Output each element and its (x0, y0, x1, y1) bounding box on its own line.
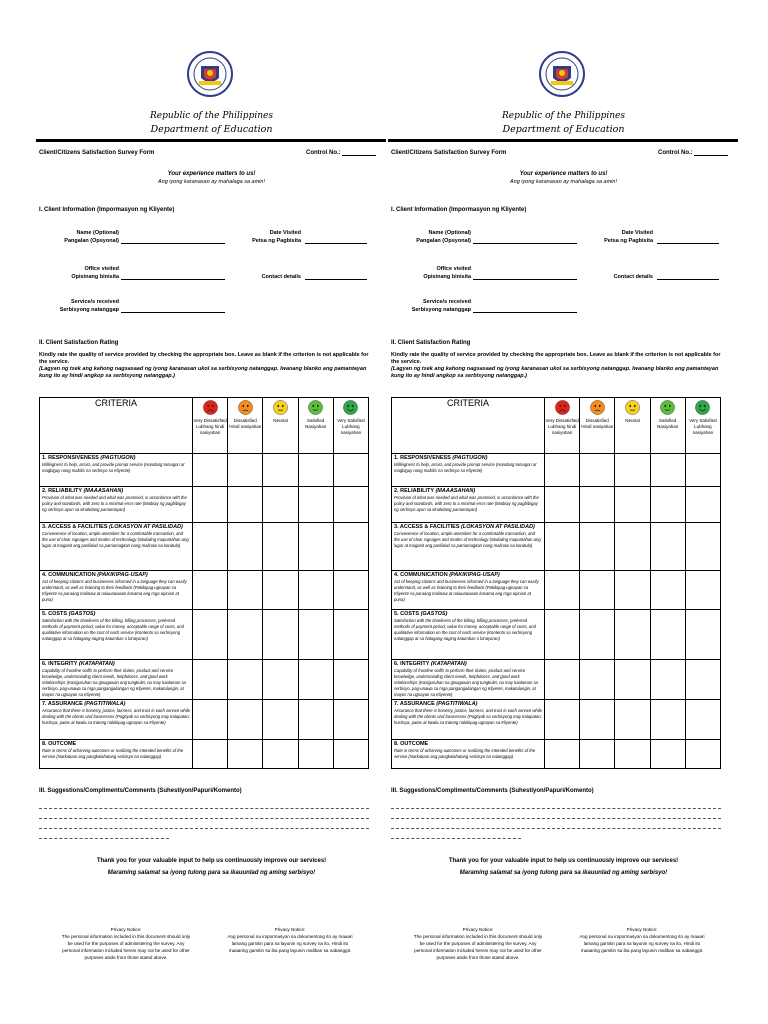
rating-checkbox-dissatisfied[interactable] (580, 487, 615, 523)
criterion-cell (392, 740, 545, 769)
rating-checkbox-very-satisfied[interactable] (685, 571, 720, 610)
rating-checkbox-satisfied[interactable] (298, 740, 333, 769)
rating-checkbox-satisfied[interactable] (650, 523, 685, 571)
contact-label: Contact details (261, 274, 301, 280)
criteria-row (392, 700, 721, 740)
criterion-cell (40, 700, 193, 740)
criterion-description: Convenience of location, ample amenities for a comfortable transaction, and the use of clear signages and modes of technology (Madaling mapuntahan ang lugar at maganit ang pasilidad sa pamamagitan nang malinaw na karatula) (394, 531, 541, 548)
criteria-row (392, 487, 721, 523)
date-label: Date Visited Petsa ng Pagbisita (604, 230, 653, 244)
rating-checkbox-very-satisfied[interactable] (333, 487, 368, 523)
date-label: Date Visited Petsa ng Pagbisita (252, 230, 301, 244)
criterion-title: 1. RESPONSIVENESS (PAGTUGON) (42, 455, 136, 461)
criterion-description: Provision of what was needed and what was promised, in accordance with the policy and standards, with zero to a minimal error rate (Maibiay ng pagbibigay ng serbisyo ayon sa itinakdang pamantayan) (394, 495, 539, 512)
rating-checkbox-very-satisfied[interactable] (685, 700, 720, 740)
comment-line[interactable] (39, 838, 169, 839)
rating-checkbox-neutral[interactable] (615, 571, 650, 610)
rating-checkbox-very-dissatisfied[interactable] (545, 571, 580, 610)
rating-checkbox-dissatisfied[interactable] (228, 523, 263, 571)
scale-label: Very Dissatisfied (545, 418, 579, 423)
rating-checkbox-very-dissatisfied[interactable] (545, 660, 580, 700)
rating-checkbox-neutral[interactable] (263, 454, 298, 487)
rating-checkbox-satisfied[interactable] (298, 523, 333, 571)
name-label: Name (Optional) Pangalan (Opsyonal) (64, 230, 119, 244)
scale-label: Satisfied (659, 418, 677, 423)
rating-checkbox-satisfied[interactable] (298, 610, 333, 660)
scale-label: Dissatisfied (585, 418, 609, 423)
criterion-cell (392, 610, 545, 660)
criterion-title: 3. ACCESS & FACILITIES (LOKASYON AT PASILIDAD) (42, 524, 183, 530)
rating-checkbox-very-dissatisfied[interactable] (545, 610, 580, 660)
scale-label: Very Satisfied (689, 418, 717, 423)
dissatisfied-face-icon (590, 400, 605, 415)
rating-checkbox-very-dissatisfied[interactable] (545, 523, 580, 571)
office-field[interactable] (473, 279, 577, 280)
criteria-row (392, 571, 721, 610)
rating-checkbox-very-dissatisfied[interactable] (193, 454, 228, 487)
criterion-description: Willingness to help, assist, and provide prompt service (Handang tumugon at magbigay nang mabilis na serbisyo sa Kliyente) (394, 462, 537, 473)
rating-heading: II. Client Satisfaction Rating (391, 340, 471, 346)
rating-checkbox-dissatisfied[interactable] (228, 610, 263, 660)
service-field[interactable] (473, 312, 577, 313)
rating-checkbox-very-dissatisfied[interactable] (193, 571, 228, 610)
rating-checkbox-dissatisfied[interactable] (580, 700, 615, 740)
comment-line[interactable] (391, 818, 721, 819)
neutral-face-icon (273, 400, 288, 415)
scale-label-filipino: Hindi nasiyahan (229, 424, 262, 429)
comment-line[interactable] (39, 818, 369, 819)
rating-checkbox-neutral[interactable] (263, 523, 298, 571)
comment-line[interactable] (39, 808, 369, 809)
name-field[interactable] (473, 243, 577, 244)
criterion-description: Assurance that there is honesty, justice, fairness, and trust in each service while dealing with the clients and businesses (Pagtiyak sa serbisyong may katapatan, hustisya, patas at tiwala sa tratong nakikipag-ugnayan sa Kliyente) (394, 708, 542, 725)
rating-checkbox-very-dissatisfied[interactable] (193, 523, 228, 571)
criteria-body (392, 454, 721, 769)
criterion-title: 7. ASSURANCE (PAGTITIWALA) (42, 701, 126, 707)
privacy-notice-filipino: Privacy Notice: Ang personal na impormasyon sa dokumentong ito ay maaari lamang gamitin para sa layunin ng survey na ito. Hindi ito maaaring gamitin sa iba pang layunin maliban sa nabanggit. (579, 927, 705, 953)
office-field[interactable] (121, 279, 225, 280)
rating-checkbox-very-satisfied[interactable] (685, 487, 720, 523)
very-dissatisfied-face-icon (203, 400, 218, 415)
criteria-row (392, 660, 721, 700)
rating-checkbox-very-dissatisfied[interactable] (545, 454, 580, 487)
criterion-description: Rate in terms of achieving outcomes or realizing the intended benefits of the service (Narkatuan ang pangkalahatang serbisyo na natanggap) (394, 748, 536, 759)
rating-checkbox-very-dissatisfied[interactable] (545, 487, 580, 523)
criterion-description: Provision of what was needed and what was promised, in accordance with the policy and standards, with zero to a minimal error rate (Maibiay ng pagbibigay ng serbisyo ayon sa itinakdang pamantayan) (42, 495, 187, 512)
rating-checkbox-neutral[interactable] (615, 523, 650, 571)
scale-label-filipino: Nasiyahan (657, 424, 679, 429)
criterion-description: Assurance that there is honesty, justice, fairness, and trust in each service while dealing with the clients and businesses (Pagtiyak sa serbisyong may katapatan, hustisya, patas at tiwala sa tratong nakikipag-ugnayan sa Kliyente) (42, 708, 190, 725)
rating-checkbox-satisfied[interactable] (298, 571, 333, 610)
office-label: Office visited Opisinang binisita (423, 266, 471, 280)
tagline-filipino: Ang iyong karanasan ay mahalaga sa amin! (509, 179, 617, 185)
privacy-notice-english: Privacy Notice: The personal information included in this document should only be used for the purposes of administering the survey. Any personal information included herein may not be used for other purposes aside from those stated above. (413, 927, 543, 960)
scale-label-filipino: Lubhang hindi nasiyahan (547, 424, 577, 435)
criteria-row (40, 454, 369, 487)
rating-checkbox-very-satisfied[interactable] (685, 740, 720, 769)
criterion-cell (40, 571, 193, 610)
privacy-notice-filipino: Privacy Notice: Ang personal na impormasyon sa dokumentong ito ay maaari lamang gamitin para sa layunin ng survey na ito. Hindi ito maaaring gamitin sa iba pang layunin maliban sa nabanggit. (227, 927, 353, 953)
contact-label: Contact details (613, 274, 653, 280)
criterion-description: Satisfaction with the timeliness of the billing, billing processes, preferred methods of payment period, value for money, acceptable range of costs, and qualitative information on the cost of each service (Kontento sa serbisyong natanggap at sa halagang naging katumbas o binayaran) (394, 618, 536, 641)
rating-checkbox-satisfied[interactable] (298, 660, 333, 700)
date-field[interactable] (657, 243, 719, 244)
criterion-cell (392, 523, 545, 571)
criteria-row (40, 700, 369, 740)
scale-header-very-dissatisfied (193, 398, 228, 454)
rating-checkbox-neutral[interactable] (263, 700, 298, 740)
header-divider (388, 139, 738, 142)
tagline: Your experience matters to us! (167, 171, 256, 177)
criterion-description: Willingness to help, assist, and provide prompt service (Handang tumugon at magbigay nang mabilis na serbisyo sa Kliyente) (42, 462, 185, 473)
form-title: Client/Citizens Satisfaction Survey Form (391, 150, 507, 156)
criterion-description: Convenience of location, ample amenities for a comfortable transaction, and the use of clear signages and modes of technology (Madaling mapuntahan ang lugar at maganit ang pasilidad sa pamamagitan nang malinaw na karatula) (42, 531, 189, 548)
rating-checkbox-very-satisfied[interactable] (333, 523, 368, 571)
rating-checkbox-neutral[interactable] (263, 610, 298, 660)
rating-table (391, 397, 721, 769)
criterion-cell (40, 487, 193, 523)
thank-you-message-filipino: Maraming salamat sa iyong tulong para sa ikauunlad ng aming serbisyo! (107, 870, 316, 876)
rating-checkbox-satisfied[interactable] (650, 571, 685, 610)
rating-checkbox-neutral[interactable] (615, 454, 650, 487)
rating-checkbox-very-satisfied[interactable] (685, 454, 720, 487)
control-number-label: Control No.: (306, 150, 341, 156)
criterion-cell (40, 610, 193, 660)
rating-table (39, 397, 369, 769)
control-number-label: Control No.: (658, 150, 693, 156)
rating-checkbox-neutral[interactable] (615, 740, 650, 769)
rating-checkbox-satisfied[interactable] (650, 740, 685, 769)
criteria-row (40, 487, 369, 523)
client-info-heading: I. Client Information (Impormasyon ng Kliyente) (391, 207, 527, 213)
survey-form-left (39, 0, 384, 1024)
rating-checkbox-dissatisfied[interactable] (580, 571, 615, 610)
rating-checkbox-very-satisfied[interactable] (333, 454, 368, 487)
rating-checkbox-dissatisfied[interactable] (580, 523, 615, 571)
scale-header-satisfied (298, 398, 333, 454)
scale-header-satisfied (650, 398, 685, 454)
rating-checkbox-dissatisfied[interactable] (228, 660, 263, 700)
rating-checkbox-satisfied[interactable] (650, 487, 685, 523)
scale-label-filipino: Lubhang hindi nasiyahan (195, 424, 225, 435)
rating-checkbox-dissatisfied[interactable] (228, 454, 263, 487)
criterion-description: Capability of frontline staffs to perform their duties, product and service knowledge, understanding client needs, helpfulness, and good work relationships (Kasiguruhan na ginagawan ang tungkulin, na may kaalaman sa serbisyo, pag-unawa sa mga pangangailangan ng Kliyente, makatulungin, at mayos na ugnayan sa Kliyente) (394, 668, 538, 697)
criterion-title: 5. COSTS (GASTOS) (394, 611, 448, 617)
rating-checkbox-satisfied[interactable] (650, 700, 685, 740)
department-heading: Department of Education (150, 124, 273, 135)
scale-label-filipino: Hindi nasiyahan (581, 424, 614, 429)
criteria-row (392, 523, 721, 571)
scale-label: Very Dissatisfied (193, 418, 227, 423)
criteria-row (40, 523, 369, 571)
rating-checkbox-neutral[interactable] (615, 487, 650, 523)
contact-field[interactable] (657, 279, 719, 280)
rating-checkbox-very-dissatisfied[interactable] (193, 610, 228, 660)
department-heading: Department of Education (502, 124, 625, 135)
control-number-field[interactable] (342, 150, 376, 156)
criteria-header: CRITERIA (392, 398, 545, 454)
rating-instruction: Kindly rate the quality of service provided by checking the appropriate box. Leave as blank if the criterion is not applicable for the service. (Lagyan ng tsek ang kahong nagsasaad ng iyong karanasan ukol sa serbisyong natanggap. Iwanang blanko ang pamantayan kung ito ay hindi angkop sa serbisyong natanggap.) (391, 352, 721, 379)
criterion-cell (392, 700, 545, 740)
scale-label: Dissatisfied (233, 418, 257, 423)
deped-seal-icon (539, 51, 585, 97)
criterion-cell (392, 454, 545, 487)
privacy-notice-english: Privacy Notice: The personal information included in this document should only be used for the purposes of administering the survey. Any personal information included herein may not be used for other purposes aside from those stated above. (61, 927, 191, 960)
rating-checkbox-very-satisfied[interactable] (333, 610, 368, 660)
rating-checkbox-satisfied[interactable] (650, 454, 685, 487)
tagline-filipino: Ang iyong karanasan ay mahalaga sa amin! (157, 179, 265, 185)
criterion-title: 6. INTEGRITY (KATAPATAN) (42, 661, 115, 667)
rating-checkbox-very-dissatisfied[interactable] (193, 740, 228, 769)
rating-checkbox-very-dissatisfied[interactable] (193, 660, 228, 700)
rating-checkbox-dissatisfied[interactable] (228, 700, 263, 740)
scale-label: Neutral (273, 418, 288, 423)
service-label: Service/s received Serbisyong natanggap (411, 299, 471, 313)
criterion-cell (40, 660, 193, 700)
scale-header-dissatisfied (580, 398, 615, 454)
criterion-title: 1. RESPONSIVENESS (PAGTUGON) (394, 455, 488, 461)
comments-heading: III. Suggestions/Compliments/Comments (Suhestiyon/Papuri/Komento) (39, 788, 242, 794)
criteria-row (392, 610, 721, 660)
scale-header-neutral (263, 398, 298, 454)
criterion-title: 3. ACCESS & FACILITIES (LOKASYON AT PASILIDAD) (394, 524, 535, 530)
criterion-title: 8. OUTCOME (394, 741, 429, 747)
comment-line[interactable] (391, 838, 521, 839)
criteria-row (392, 740, 721, 769)
criterion-cell (40, 523, 193, 571)
client-info-heading: I. Client Information (Impormasyon ng Kliyente) (39, 207, 175, 213)
control-number (658, 150, 728, 156)
criterion-cell (40, 454, 193, 487)
thank-you-message: Thank you for your valuable input to help us continuously improve our services! (96, 858, 327, 864)
scale-label: Very Satisfied (337, 418, 365, 423)
rating-checkbox-very-satisfied[interactable] (333, 660, 368, 700)
comment-line[interactable] (391, 808, 721, 809)
rating-checkbox-satisfied[interactable] (298, 487, 333, 523)
rating-checkbox-neutral[interactable] (615, 700, 650, 740)
thank-you-message: Thank you for your valuable input to help us continuously improve our services! (448, 858, 679, 864)
rating-checkbox-dissatisfied[interactable] (580, 660, 615, 700)
form-title: Client/Citizens Satisfaction Survey Form (39, 150, 155, 156)
rating-header-row (392, 398, 721, 454)
very-satisfied-face-icon (343, 400, 358, 415)
rating-checkbox-very-dissatisfied[interactable] (545, 740, 580, 769)
satisfied-face-icon (660, 400, 675, 415)
rating-checkbox-very-satisfied[interactable] (333, 700, 368, 740)
rating-checkbox-very-satisfied[interactable] (685, 523, 720, 571)
rating-checkbox-very-dissatisfied[interactable] (193, 487, 228, 523)
comment-line[interactable] (391, 828, 721, 829)
republic-heading: Republic of the Philippines (150, 111, 273, 121)
rating-checkbox-very-satisfied[interactable] (333, 740, 368, 769)
scale-label-filipino: Lubhang nasiyahan (692, 424, 714, 435)
republic-heading: Republic of the Philippines (502, 111, 625, 121)
rating-checkbox-neutral[interactable] (263, 487, 298, 523)
rating-checkbox-neutral[interactable] (263, 660, 298, 700)
dissatisfied-face-icon (238, 400, 253, 415)
office-label: Office visited Opisinang binisita (71, 266, 119, 280)
criterion-description: Act of keeping citizens and businesses informed in a language they can easily understand, as well as listening to their feedback (Pakikipag-ugnayan sa Kliyente sa paraang malinaw at naiuunawaan kasama ang mga opinion at puna) (42, 579, 187, 602)
date-field[interactable] (305, 243, 367, 244)
criteria-row (40, 660, 369, 700)
criteria-row (40, 740, 369, 769)
rating-checkbox-satisfied[interactable] (650, 660, 685, 700)
criterion-title: 4. COMMUNICATION (PAKIKIPAG-USAP) (394, 572, 500, 578)
criteria-row (392, 454, 721, 487)
criteria-body (40, 454, 369, 769)
service-label: Service/s received Serbisyong natanggap (59, 299, 119, 313)
scale-label: Satisfied (307, 418, 325, 423)
criterion-title: 8. OUTCOME (42, 741, 77, 747)
rating-checkbox-very-satisfied[interactable] (685, 610, 720, 660)
comments-heading: III. Suggestions/Compliments/Comments (Suhestiyon/Papuri/Komento) (391, 788, 594, 794)
scale-header-dissatisfied (228, 398, 263, 454)
rating-header-row (40, 398, 369, 454)
rating-checkbox-dissatisfied[interactable] (228, 571, 263, 610)
rating-heading: II. Client Satisfaction Rating (39, 340, 119, 346)
rating-checkbox-neutral[interactable] (263, 740, 298, 769)
rating-checkbox-very-satisfied[interactable] (685, 660, 720, 700)
scale-label-filipino: Nasiyahan (305, 424, 327, 429)
criterion-title: 7. ASSURANCE (PAGTITIWALA) (394, 701, 478, 707)
neutral-face-icon (625, 400, 640, 415)
criteria-header: CRITERIA (40, 398, 193, 454)
criteria-row (40, 610, 369, 660)
rating-checkbox-dissatisfied[interactable] (580, 454, 615, 487)
criterion-description: Act of keeping citizens and businesses informed in a language they can easily understand, as well as listening to their feedback (Pakikipag-ugnayan sa Kliyente sa paraang malinaw at naiuunawaan kasama ang mga opinion at puna) (394, 579, 539, 602)
very-dissatisfied-face-icon (555, 400, 570, 415)
rating-checkbox-very-satisfied[interactable] (333, 571, 368, 610)
criterion-title: 4. COMMUNICATION (PAKIKIPAG-USAP) (42, 572, 148, 578)
control-number-field[interactable] (694, 150, 728, 156)
rating-checkbox-dissatisfied[interactable] (228, 740, 263, 769)
scale-header-very-dissatisfied (545, 398, 580, 454)
criterion-title: 2. RELIABILITY (MAAASAHAN) (394, 488, 476, 494)
survey-form-right (391, 0, 736, 1024)
name-field[interactable] (121, 243, 225, 244)
criterion-title: 2. RELIABILITY (MAAASAHAN) (42, 488, 124, 494)
rating-checkbox-neutral[interactable] (263, 571, 298, 610)
rating-checkbox-very-dissatisfied[interactable] (545, 700, 580, 740)
satisfied-face-icon (308, 400, 323, 415)
rating-checkbox-satisfied[interactable] (650, 610, 685, 660)
header-divider (36, 139, 386, 142)
scale-header-neutral (615, 398, 650, 454)
rating-checkbox-neutral[interactable] (615, 610, 650, 660)
comment-line[interactable] (39, 828, 369, 829)
criterion-cell (392, 660, 545, 700)
criterion-description: Satisfaction with the timeliness of the billing, billing processes, preferred methods of payment period, value for money, acceptable range of costs, and qualitative information on the cost of each service (Kontento sa serbisyong natanggap at sa halagang naging katumbas o binayaran) (42, 618, 184, 641)
criterion-cell (392, 487, 545, 523)
criterion-description: Rate in terms of achieving outcomes or realizing the intended benefits of the service (Narkatuan ang pangkalahatang serbisyo na natanggap) (42, 748, 184, 759)
control-number (306, 150, 376, 156)
thank-you-message-filipino: Maraming salamat sa iyong tulong para sa ikauunlad ng aming serbisyo! (459, 870, 668, 876)
very-satisfied-face-icon (695, 400, 710, 415)
criterion-title: 5. COSTS (GASTOS) (42, 611, 96, 617)
rating-checkbox-very-dissatisfied[interactable] (193, 700, 228, 740)
deped-seal-icon (187, 51, 233, 97)
criterion-cell (392, 571, 545, 610)
criteria-row (40, 571, 369, 610)
service-field[interactable] (121, 312, 225, 313)
rating-checkbox-neutral[interactable] (615, 660, 650, 700)
name-label: Name (Optional) Pangalan (Opsyonal) (416, 230, 471, 244)
criterion-description: Capability of frontline staffs to perform their duties, product and service knowledge, understanding client needs, helpfulness, and good work relationships (Kasiguruhan na ginagawan ang tungkulin, na may kaalaman sa serbisyo, pag-unawa sa mga pangangailangan ng Kliyente, makatulungin, at mayos na ugnayan sa Kliyente) (42, 668, 186, 697)
rating-checkbox-dissatisfied[interactable] (580, 610, 615, 660)
rating-checkbox-satisfied[interactable] (298, 454, 333, 487)
rating-checkbox-dissatisfied[interactable] (580, 740, 615, 769)
tagline: Your experience matters to us! (519, 171, 608, 177)
scale-header-very-satisfied (685, 398, 720, 454)
scale-label: Neutral (625, 418, 640, 423)
criterion-cell (40, 740, 193, 769)
criterion-title: 6. INTEGRITY (KATAPATAN) (394, 661, 467, 667)
rating-instruction: Kindly rate the quality of service provided by checking the appropriate box. Leave as blank if the criterion is not applicable for the service. (Lagyan ng tsek ang kahong nagsasaad ng iyong karanasan ukol sa serbisyong natanggap. Iwanang blanko ang pamantayan kung ito ay hindi angkop sa serbisyong natanggap.) (39, 352, 369, 379)
rating-checkbox-satisfied[interactable] (298, 700, 333, 740)
scale-label-filipino: Lubhang nasiyahan (340, 424, 362, 435)
scale-header-very-satisfied (333, 398, 368, 454)
rating-checkbox-dissatisfied[interactable] (228, 487, 263, 523)
contact-field[interactable] (305, 279, 367, 280)
